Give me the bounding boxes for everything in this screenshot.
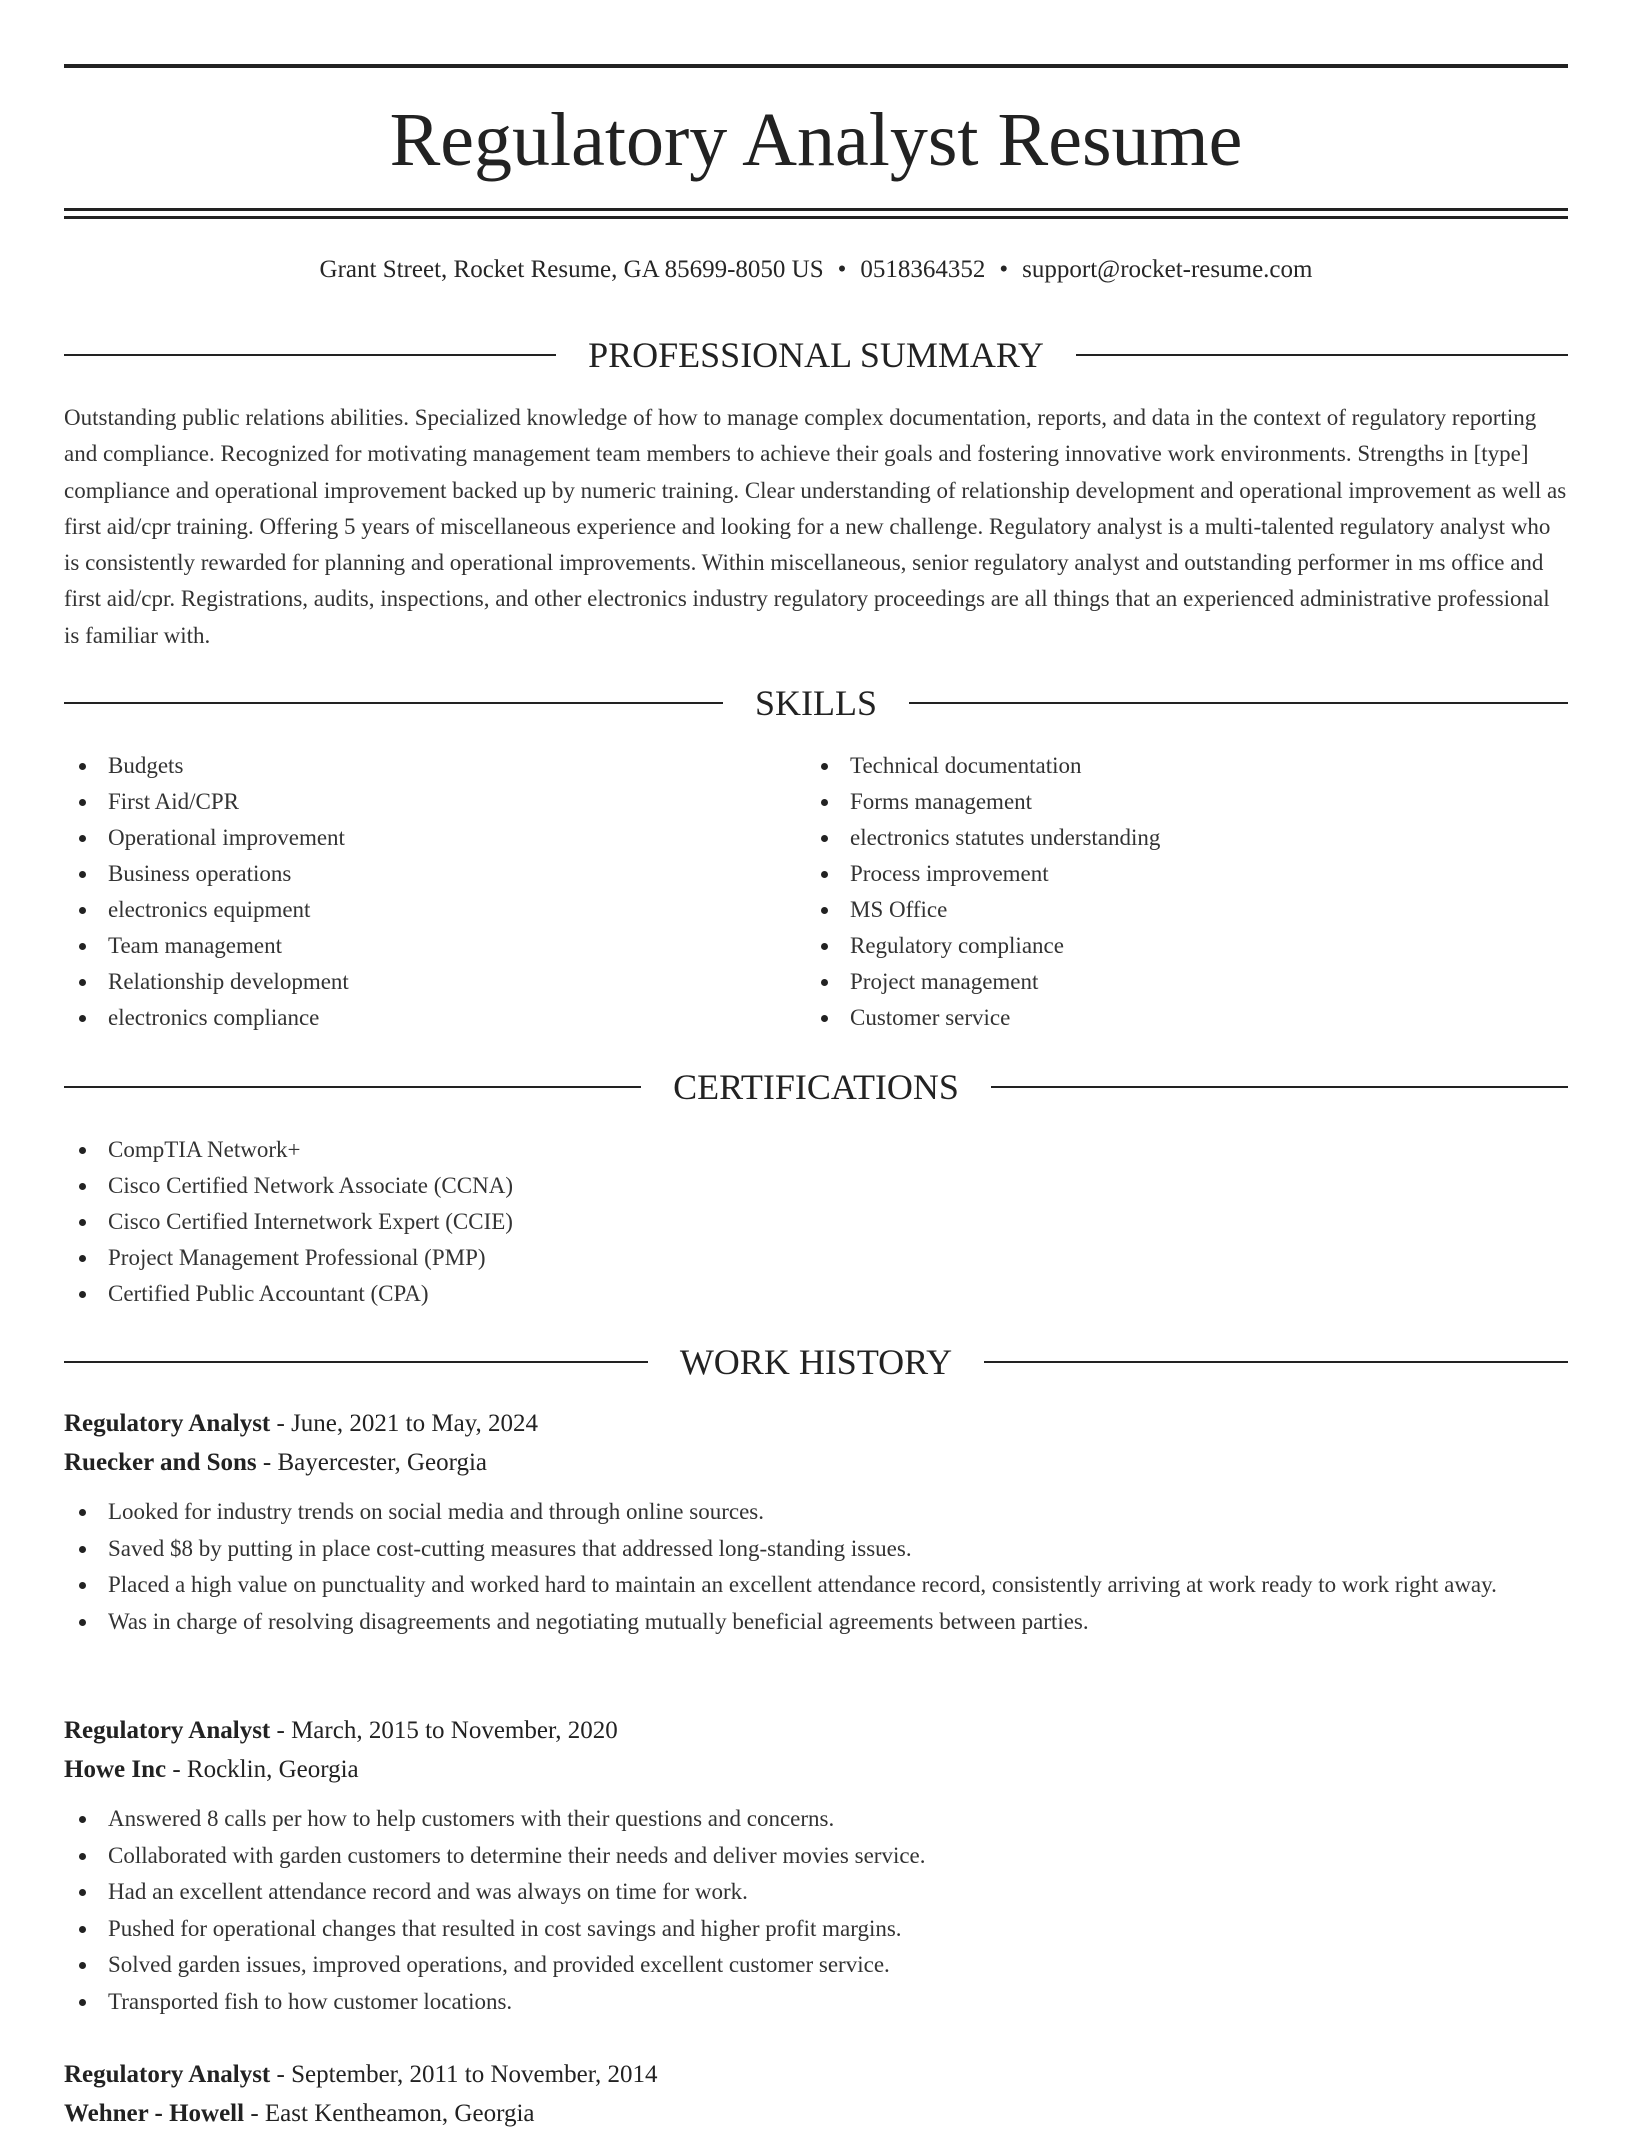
job-entry xyxy=(64,2056,1568,2133)
job-title-line xyxy=(64,1712,1568,1750)
skills-list-left xyxy=(64,748,764,1036)
job-location: - Rocklin, Georgia xyxy=(166,1756,359,1783)
skills-section-header xyxy=(64,678,1568,728)
certification-item: Project Management Professional (PMP) xyxy=(64,1240,1064,1276)
divider-line xyxy=(1076,354,1568,356)
divider-line xyxy=(984,1361,1568,1363)
skills-list-right xyxy=(806,748,1506,1036)
job-title: Regulatory Analyst xyxy=(64,2061,271,2088)
job-company-line xyxy=(64,2095,1568,2133)
top-rule xyxy=(64,64,1568,68)
certification-item: Certified Public Accountant (CPA) xyxy=(64,1276,1064,1312)
job-bullet: Transported fish to how customer locations. xyxy=(64,1984,1568,2021)
title-rule-upper xyxy=(64,208,1568,211)
contact-separator: • xyxy=(837,256,847,283)
job-dates: - September, 2011 to November, 2014 xyxy=(270,2061,658,2088)
certification-item: Cisco Certified Internetwork Expert (CCIE) xyxy=(64,1204,1064,1240)
job-title: Regulatory Analyst xyxy=(64,1717,271,1744)
summary-heading: PROFESSIONAL SUMMARY xyxy=(588,335,1044,375)
skill-item: electronics statutes understanding xyxy=(806,820,1506,856)
job-company-line xyxy=(64,1751,1568,1789)
certifications-heading: CERTIFICATIONS xyxy=(673,1067,959,1107)
resume-title: Regulatory Analyst Resume xyxy=(389,98,1243,182)
job-location: - East Kentheamon, Georgia xyxy=(244,2100,535,2127)
contact-phone: 0518364352 xyxy=(860,256,986,283)
skills-heading: SKILLS xyxy=(755,683,878,723)
contact-separator: • xyxy=(999,256,1009,283)
job-bullet: Pushed for operational changes that resulted in cost savings and higher profit margins. xyxy=(64,1911,1568,1948)
job-bullet: Was in charge of resolving disagreements and negotiating mutually beneficial agreements between parties. xyxy=(64,1604,1568,1641)
skill-item: Process improvement xyxy=(806,856,1506,892)
work-heading: WORK HISTORY xyxy=(679,1342,953,1382)
divider-line xyxy=(909,702,1568,704)
divider-line xyxy=(991,1086,1568,1088)
skill-item: MS Office xyxy=(806,892,1506,928)
certification-item: Cisco Certified Network Associate (CCNA) xyxy=(64,1168,1064,1204)
job-company-line xyxy=(64,1444,1568,1482)
skill-item: Technical documentation xyxy=(806,748,1506,784)
job-bullet: Solved garden issues, improved operations, and provided excellent customer service. xyxy=(64,1947,1568,1984)
job-title-line xyxy=(64,2056,1568,2094)
skill-item: Customer service xyxy=(806,1000,1506,1036)
job-bullet: Collaborated with garden customers to determine their needs and deliver movies service. xyxy=(64,1838,1568,1875)
divider-line xyxy=(64,354,556,356)
job-title-line xyxy=(64,1405,1568,1443)
job-bullet: Placed a high value on punctuality and worked hard to maintain an excellent attendance record, consistently arriving at work ready to work right away. xyxy=(64,1567,1568,1604)
job-bullet: Answered 8 calls per how to help customers with their questions and concerns. xyxy=(64,1801,1568,1838)
skill-item: Business operations xyxy=(64,856,764,892)
summary-section-header xyxy=(64,330,1568,380)
certifications-section-header xyxy=(64,1062,1568,1112)
work-section-header xyxy=(64,1337,1568,1387)
divider-line xyxy=(64,1361,648,1363)
summary-text: Outstanding public relations abilities. Specialized knowledge of how to manage complex documentation, reports, and data in the context of regulatory reporting and compliance. Recognized for motivating management team members to achieve their goals and fostering innovative work environments. Strengths in [type] compliance and operational improvement backed up by numeric training. Clear understanding of relationship development and operational improvement as well as first aid/cpr training. Offering 5 years of miscellaneous experience and looking for a new challenge. Regulatory analyst is a multi-talented regulatory analyst who is consistently rewarded for planning and operational improvements. Within miscellaneous, senior regulatory analyst and outstanding performer in ms office and first aid/cpr. Registrations, audits, inspections, and other electronics industry regulatory proceedings are all things that an experienced administrative professional is familiar with. xyxy=(64,405,1567,648)
job-bullets xyxy=(64,1801,1568,2020)
title-rule-lower xyxy=(64,216,1568,219)
divider-line xyxy=(64,702,723,704)
job-company: Howe Inc xyxy=(64,1756,167,1783)
skill-item: electronics equipment xyxy=(64,892,764,928)
job-company: Wehner - Howell xyxy=(64,2100,245,2127)
job-title: Regulatory Analyst xyxy=(64,1410,271,1437)
skill-item: Regulatory compliance xyxy=(806,928,1506,964)
job-bullet: Saved $8 by putting in place cost-cutting measures that addressed long-standing issues. xyxy=(64,1531,1568,1568)
skill-item: Relationship development xyxy=(64,964,764,1000)
job-dates: - March, 2015 to November, 2020 xyxy=(270,1717,618,1744)
job-entry xyxy=(64,1405,1568,1640)
skill-item: electronics compliance xyxy=(64,1000,764,1036)
contact-email: support@rocket-resume.com xyxy=(1022,256,1313,283)
skill-item: Forms management xyxy=(806,784,1506,820)
job-bullets xyxy=(64,1494,1568,1640)
job-company: Ruecker and Sons xyxy=(64,1449,257,1476)
skill-item: Project management xyxy=(806,964,1506,1000)
skill-item: Operational improvement xyxy=(64,820,764,856)
certification-item: CompTIA Network+ xyxy=(64,1132,1064,1168)
job-location: - Bayercester, Georgia xyxy=(256,1449,488,1476)
job-entry xyxy=(64,1712,1568,2020)
contact-address: Grant Street, Rocket Resume, GA 85699-8050 US xyxy=(319,256,824,283)
skill-item: Budgets xyxy=(64,748,764,784)
skill-item: Team management xyxy=(64,928,764,964)
job-dates: - June, 2021 to May, 2024 xyxy=(270,1410,539,1437)
skill-item: First Aid/CPR xyxy=(64,784,764,820)
divider-line xyxy=(64,1086,641,1088)
certifications-list xyxy=(64,1132,1064,1312)
job-bullet: Had an excellent attendance record and was always on time for work. xyxy=(64,1874,1568,1911)
job-bullet: Looked for industry trends on social media and through online sources. xyxy=(64,1494,1568,1531)
contact-line xyxy=(64,252,1568,288)
